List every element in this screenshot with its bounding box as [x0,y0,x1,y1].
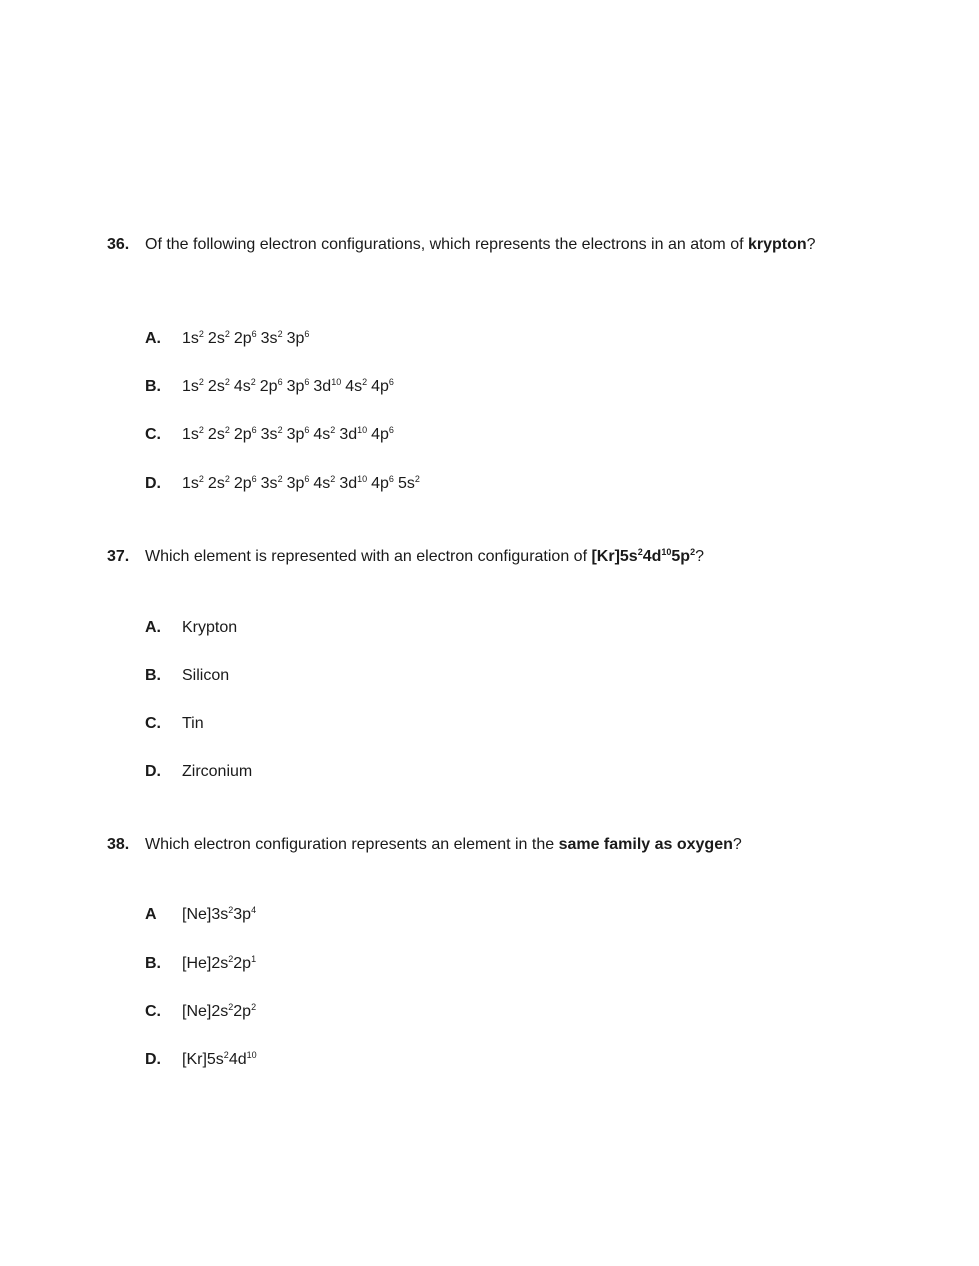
question-37 [107,547,704,567]
answer-option[interactable] [145,1050,257,1070]
option-text: Tin [182,715,204,732]
orbital-term: $3s^2$ [260,474,283,492]
orbital-term: $3p^6$ [286,425,310,443]
option-text: Silicon [182,667,230,684]
option-letter: D. [145,475,161,492]
electron-configuration [182,378,398,395]
electron-configuration [182,955,256,972]
orbital-term: $2p^2$ [233,1002,257,1020]
orbital-term: $4d^{10}$ [642,547,672,565]
bold-configuration [591,548,695,565]
electron-configuration [182,1051,257,1068]
orbital-term: $3s^2$ [260,425,283,443]
orbital-term: $4d^{10}$ [228,1050,257,1068]
orbital-term: $3p^6$ [286,474,310,492]
orbital-term: $3d^{10}$ [339,425,368,443]
orbital-term: $2s^2$ [207,329,230,347]
orbital-term: $2s^2$ [207,474,230,492]
electron-configuration [182,1003,256,1020]
orbital-term: $[Ne]3s^2$ [182,905,234,923]
orbital-term: $1s^2$ [182,329,204,347]
orbital-term: $2p^6$ [233,329,257,347]
answer-option[interactable] [145,762,252,782]
orbital-term: $3p^6$ [286,377,310,395]
electron-configuration [182,475,424,492]
question-number: 36. [107,236,130,253]
question-number: 37. [107,548,130,565]
option-letter: D. [145,1051,161,1068]
orbital-term: $4s^2$ [313,425,336,443]
answer-option[interactable] [145,425,398,445]
question-number: 38. [107,836,130,853]
option-letter: C. [145,426,161,443]
orbital-term: $[He]2s^2$ [182,954,234,972]
question-text: Which electron configuration represents an element in the same family as oxygen? [145,836,742,853]
electron-configuration [182,426,398,443]
electron-configuration [182,330,313,347]
option-text: Krypton [182,619,238,636]
orbital-term: $5s^2$ [397,474,420,492]
option-letter: D. [145,763,161,780]
option-letter: C. [145,1003,161,1020]
orbital-term: $1s^2$ [182,377,204,395]
answer-option[interactable] [145,618,237,638]
question-38 [107,835,742,855]
orbital-term: $[Ne]2s^2$ [182,1002,234,1020]
answer-option[interactable] [145,714,204,734]
answer-option[interactable] [145,474,424,494]
orbital-term: $[Kr]5s^2$ [182,1050,229,1068]
question-36 [107,235,816,255]
orbital-term: $2s^2$ [207,377,230,395]
option-letter: B. [145,667,161,684]
answer-option[interactable] [145,1002,256,1022]
answer-option[interactable] [145,377,398,397]
option-letter: A. [145,330,161,347]
option-text: Zirconium [182,763,253,780]
orbital-term: $1s^2$ [182,474,204,492]
electron-configuration [182,906,256,923]
answer-option[interactable] [145,329,313,349]
orbital-term: $1s^2$ [182,425,204,443]
orbital-term: $4p^6$ [371,425,394,443]
orbital-term: $4s^2$ [233,377,256,395]
orbital-term: $3p^6$ [286,329,310,347]
question-text: Of the following electron configurations, which represents the electrons in an atom of krypton? [145,236,816,253]
option-letter: C. [145,715,161,732]
option-letter: B. [145,378,161,395]
orbital-term: $4s^2$ [313,474,336,492]
orbital-term: $[Kr]5s^2$ [591,547,643,565]
answer-option[interactable] [145,954,256,974]
orbital-term: $3d^{10}$ [339,474,368,492]
question-text: Which element is represented with an electron configuration of $[Kr]5s^24d^{10}5p^2$? [145,547,704,565]
orbital-term: $4s^2$ [345,377,368,395]
orbital-term: $2p^6$ [233,474,257,492]
answer-option[interactable] [145,666,229,686]
option-letter: B. [145,955,161,972]
orbital-term: $4p^6$ [371,377,394,395]
answer-option[interactable] [145,905,256,925]
orbital-term: $5p^2$ [671,547,696,565]
orbital-term: $3s^2$ [260,329,283,347]
orbital-term: $2s^2$ [207,425,230,443]
option-letter: A. [145,619,161,636]
orbital-term: $2p^6$ [233,425,257,443]
option-letter: A [145,906,157,923]
orbital-term: $4p^6$ [371,474,394,492]
orbital-term: $2p^6$ [259,377,283,395]
orbital-term: $3d^{10}$ [313,377,342,395]
orbital-term: $3p^4$ [233,905,257,923]
orbital-term: $2p^1$ [233,954,257,972]
